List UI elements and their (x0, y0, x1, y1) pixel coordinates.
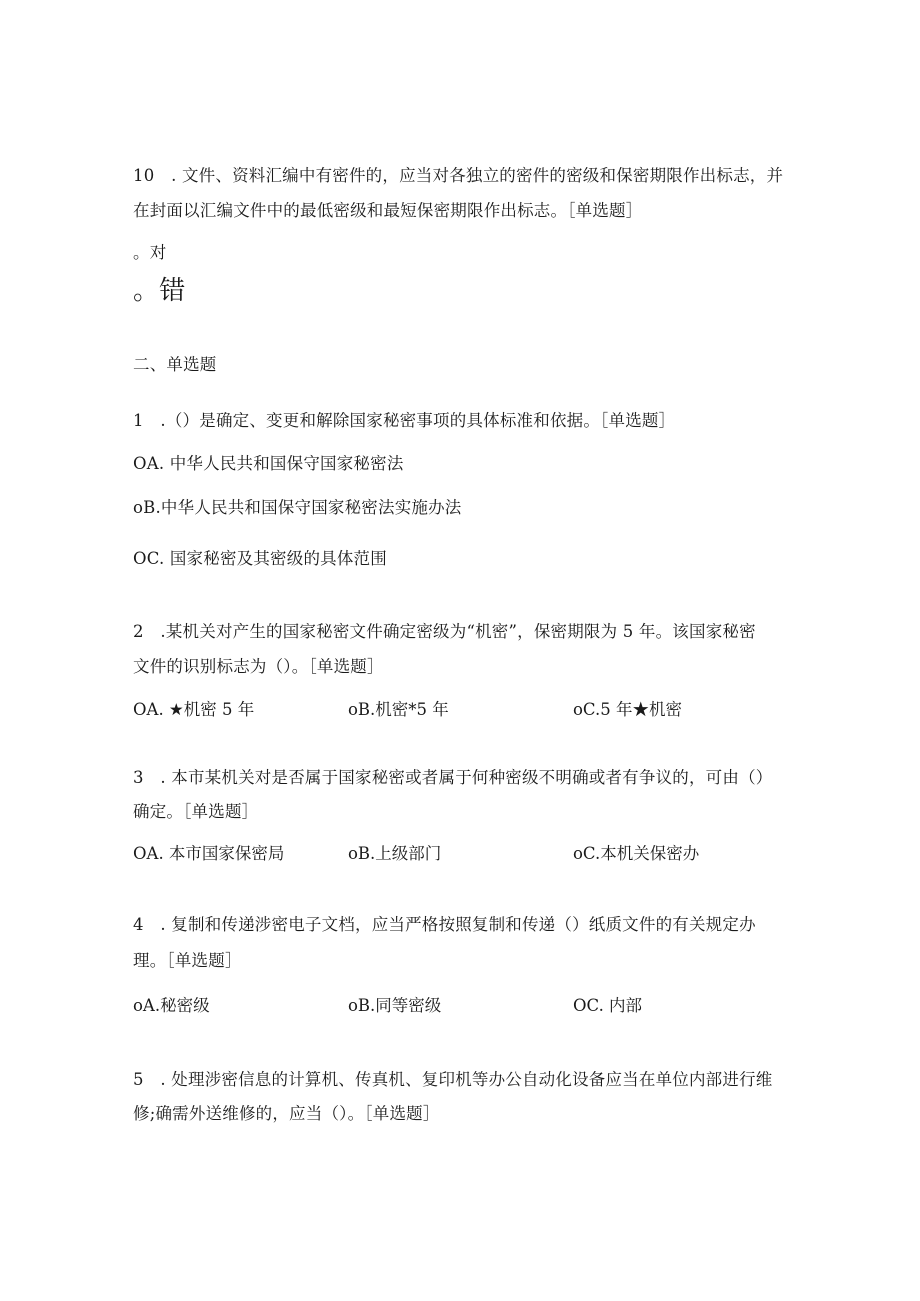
q10-option-a: 。对 (133, 243, 167, 262)
q2-option-c: oC.5 年★机密 (573, 700, 682, 719)
q3-option-b: oB.上级部门 (348, 844, 442, 863)
q4-option-a: oA.秘密级 (133, 996, 210, 1015)
q5-text-line-1: 5 . 处理涉密信息的计算机、传真机、复印机等办公自动化设备应当在单位内部进行维 (133, 1070, 773, 1089)
q2-option-b: oB.机密*5 年 (348, 700, 449, 719)
q3-option-a: OA. 本市国家保密局 (133, 844, 285, 863)
q3-option-c: oC.本机关保密办 (573, 844, 700, 863)
q4-text-line-2: 理。［单选题］ (133, 951, 242, 970)
q3-text-line-2: 确定。［单选题］ (133, 802, 259, 821)
q10-text-line-1: 10 . 文件、资料汇编中有密件的，应当对各独立的密件的密级和保密期限作出标志，并 (133, 166, 784, 185)
section-title: 二、单选题 (133, 355, 217, 374)
q5-text-line-2: 修;确需外送维修的，应当（）。［单选题］ (133, 1104, 440, 1123)
q10-text-line-2: 在封面以汇编文件中的最低密级和最短保密期限作出标志。［单选题］ (133, 201, 643, 220)
q1-option-b: oB.中华人民共和国保守国家秘密法实施办法 (133, 498, 462, 517)
q4-option-b: oB.同等密级 (348, 996, 442, 1015)
q2-text-line-2: 文件的识别标志为（）。［单选题］ (133, 657, 384, 676)
q1-option-c: OC. 国家秘密及其密级的具体范围 (133, 549, 387, 568)
q1-text-line-1: 1 .（）是确定、变更和解除国家秘密事项的具体标准和依据。［单选题］ (133, 411, 676, 430)
q4-text-line-1: 4 . 复制和传递涉密电子文档，应当严格按照复制和传递（）纸质文件的有关规定办 (133, 915, 756, 934)
q1-option-a: OA. 中华人民共和国保守国家秘密法 (133, 454, 404, 473)
q2-option-a: OA. ★机密 5 年 (133, 700, 255, 719)
q2-text-line-1: 2 .某机关对产生的国家秘密文件确定密级为“机密”，保密期限为 5 年。该国家秘密 (133, 622, 756, 641)
q3-text-line-1: 3 . 本市某机关对是否属于国家秘密或者属于何种密级不明确或者有争议的，可由（） (133, 768, 773, 787)
q10-option-b: 。错 (133, 276, 186, 306)
q4-option-c: OC. 内部 (573, 996, 643, 1015)
